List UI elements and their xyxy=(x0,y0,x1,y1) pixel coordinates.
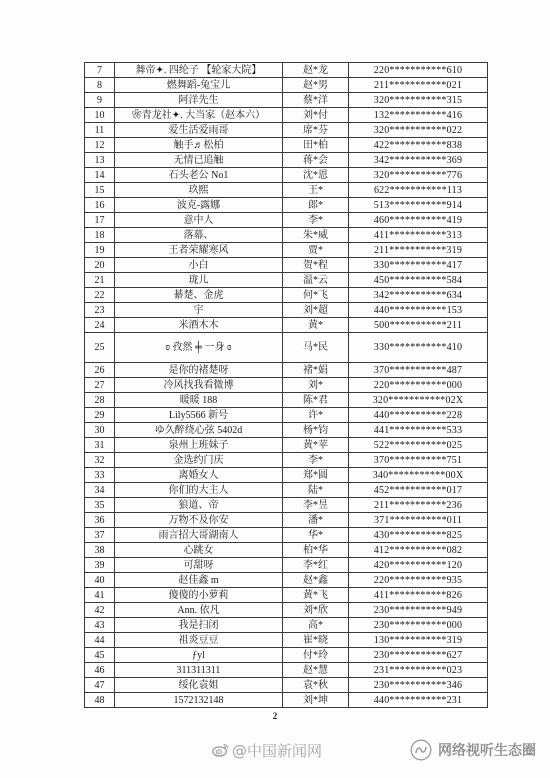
name-cell: 赵*鑫 xyxy=(283,573,349,588)
id-number-cell: 130***********319 xyxy=(349,633,488,648)
table-row xyxy=(85,468,488,483)
name-cell: 陈*君 xyxy=(283,393,349,408)
row-number-cell: 34 xyxy=(85,483,115,498)
name-cell: 郎* xyxy=(283,198,349,213)
table-row xyxy=(85,318,488,333)
id-number-cell: 230***********346 xyxy=(349,678,488,693)
page-number: 2 xyxy=(272,711,278,721)
table-row xyxy=(85,483,488,498)
name-cell: 刘*付 xyxy=(283,108,349,123)
nickname-cell: ゆ久醉绕心弦 5402d xyxy=(115,423,283,438)
table-row xyxy=(85,258,488,273)
nickname-cell: 阿洋先生 xyxy=(115,93,283,108)
row-number-cell: 17 xyxy=(85,213,115,228)
nickname-cell: 是你的褚楚呀 xyxy=(115,363,283,378)
name-cell: 沈*恩 xyxy=(283,168,349,183)
id-number-cell: 320***********02X xyxy=(349,393,488,408)
row-number-cell: 43 xyxy=(85,618,115,633)
id-number-cell: 230***********000 xyxy=(349,618,488,633)
name-cell: 黄*飞 xyxy=(283,588,349,603)
id-number-cell: 450***********584 xyxy=(349,273,488,288)
id-number-cell: 330***********410 xyxy=(349,333,488,363)
member-list-table xyxy=(84,62,488,708)
table-row xyxy=(85,303,488,318)
nickname-cell: 我是扫闭 xyxy=(115,618,283,633)
table-row xyxy=(85,123,488,138)
table-row xyxy=(85,138,488,153)
row-number-cell: 48 xyxy=(85,693,115,708)
name-cell: 李* xyxy=(283,213,349,228)
name-cell: 刘*坤 xyxy=(283,693,349,708)
row-number-cell: 28 xyxy=(85,393,115,408)
name-cell: 蔡*洋 xyxy=(283,93,349,108)
table-row xyxy=(85,108,488,123)
row-number-cell: 23 xyxy=(85,303,115,318)
row-number-cell: 45 xyxy=(85,648,115,663)
id-number-cell: 320***********022 xyxy=(349,123,488,138)
nickname-cell: 珑儿 xyxy=(115,273,283,288)
row-number-cell: 8 xyxy=(85,78,115,93)
name-cell: 杨*钧 xyxy=(283,423,349,438)
table-row xyxy=(85,588,488,603)
nickname-cell: 雨言招大哥湖南人 xyxy=(115,528,283,543)
nickname-cell: 万物不及你安 xyxy=(115,513,283,528)
name-cell: 褚*娟 xyxy=(283,363,349,378)
name-cell: 许* xyxy=(283,408,349,423)
id-number-cell: 230***********949 xyxy=(349,603,488,618)
row-number-cell: 21 xyxy=(85,273,115,288)
table-row xyxy=(85,168,488,183)
name-cell: 付*玲 xyxy=(283,648,349,663)
nickname-cell: 狼道、帝 xyxy=(115,498,283,513)
row-number-cell: 18 xyxy=(85,228,115,243)
row-number-cell: 31 xyxy=(85,438,115,453)
id-number-cell: 211***********021 xyxy=(349,78,488,93)
name-cell: 刘*欣 xyxy=(283,603,349,618)
nickname-cell: 泉州上班妹子 xyxy=(115,438,283,453)
nickname-cell: 宇 xyxy=(115,303,283,318)
row-number-cell: 46 xyxy=(85,663,115,678)
row-number-cell: 9 xyxy=(85,93,115,108)
nickname-cell: Lily5566 新号 xyxy=(115,408,283,423)
nickname-cell: 可甜呀 xyxy=(115,558,283,573)
nickname-cell: 米酒木木 xyxy=(115,318,283,333)
row-number-cell: 15 xyxy=(85,183,115,198)
row-number-cell: 16 xyxy=(85,198,115,213)
watermark-right-text: 网络视听生态圈 xyxy=(438,743,536,759)
table-row xyxy=(85,513,488,528)
name-cell: 郑*圆 xyxy=(283,468,349,483)
name-cell: 贺*程 xyxy=(283,258,349,273)
table-row xyxy=(85,228,488,243)
nickname-cell: 赵佳鑫 m xyxy=(115,573,283,588)
name-cell: 李*昱 xyxy=(283,498,349,513)
nickname-cell: 波克-露娜 xyxy=(115,198,283,213)
table-row xyxy=(85,213,488,228)
table-row xyxy=(85,333,488,363)
nickname-cell: 玖熙 xyxy=(115,183,283,198)
row-number-cell: 44 xyxy=(85,633,115,648)
row-number-cell: 33 xyxy=(85,468,115,483)
name-cell: 温*云 xyxy=(283,273,349,288)
nickname-cell: 1572132148 xyxy=(115,693,283,708)
name-cell: 华* xyxy=(283,528,349,543)
row-number-cell: 27 xyxy=(85,378,115,393)
nickname-cell: 触手♬松柏 xyxy=(115,138,283,153)
table-row xyxy=(85,153,488,168)
row-number-cell: 35 xyxy=(85,498,115,513)
id-number-cell: 522***********025 xyxy=(349,438,488,453)
id-number-cell: 440***********228 xyxy=(349,408,488,423)
id-number-cell: 411***********313 xyxy=(349,228,488,243)
nickname-cell: 心跳女 xyxy=(115,543,283,558)
name-cell: 赵*男 xyxy=(283,78,349,93)
nickname-cell: ❀青龙社✦. 大当家（赵本六） xyxy=(115,108,283,123)
name-cell: 马*民 xyxy=(283,333,349,363)
id-number-cell: 320***********315 xyxy=(349,93,488,108)
table-row xyxy=(85,78,488,93)
nickname-cell: 爱生活爱雨哥 xyxy=(115,123,283,138)
table-row xyxy=(85,648,488,663)
row-number-cell: 26 xyxy=(85,363,115,378)
name-cell: 刘*超 xyxy=(283,303,349,318)
table-row xyxy=(85,558,488,573)
row-number-cell: 19 xyxy=(85,243,115,258)
table-row xyxy=(85,363,488,378)
name-cell: 袁*秋 xyxy=(283,678,349,693)
table-row xyxy=(85,453,488,468)
name-cell: 蒋*会 xyxy=(283,153,349,168)
name-cell: 何*飞 xyxy=(283,288,349,303)
id-number-cell: 230***********627 xyxy=(349,648,488,663)
id-number-cell: 231***********023 xyxy=(349,663,488,678)
name-cell: 席*芬 xyxy=(283,123,349,138)
table-row xyxy=(85,243,488,258)
name-cell: 高* xyxy=(283,618,349,633)
row-number-cell: 47 xyxy=(85,678,115,693)
table-row xyxy=(85,63,488,78)
table-row xyxy=(85,663,488,678)
row-number-cell: 38 xyxy=(85,543,115,558)
id-number-cell: 220***********935 xyxy=(349,573,488,588)
nickname-cell: 311311311 xyxy=(115,663,283,678)
nickname-cell: 祖炎豆豆 xyxy=(115,633,283,648)
row-number-cell: 41 xyxy=(85,588,115,603)
id-number-cell: 412***********082 xyxy=(349,543,488,558)
watermark-source xyxy=(212,740,322,760)
id-number-cell: 342***********634 xyxy=(349,288,488,303)
id-number-cell: 371***********011 xyxy=(349,513,488,528)
nickname-cell: 傻傻的小萝莉 xyxy=(115,588,283,603)
nickname-cell: 离婚女人 xyxy=(115,468,283,483)
nickname-cell: ʚ 孜然 ╪ 一身 ɞ xyxy=(115,333,283,363)
id-number-cell: 211***********236 xyxy=(349,498,488,513)
weibo-icon xyxy=(212,743,229,757)
nickname-cell: 你们的大主人 xyxy=(115,483,283,498)
nickname-cell: ƒyl xyxy=(115,648,283,663)
row-number-cell: 7 xyxy=(85,63,115,78)
name-cell: 贾* xyxy=(283,243,349,258)
table-row xyxy=(85,393,488,408)
row-number-cell: 11 xyxy=(85,123,115,138)
row-number-cell: 32 xyxy=(85,453,115,468)
table-row xyxy=(85,678,488,693)
id-number-cell: 500***********211 xyxy=(349,318,488,333)
name-cell: 刘* xyxy=(283,378,349,393)
id-number-cell: 440***********153 xyxy=(349,303,488,318)
row-number-cell: 36 xyxy=(85,513,115,528)
id-number-cell: 460***********419 xyxy=(349,213,488,228)
id-number-cell: 430***********825 xyxy=(349,528,488,543)
row-number-cell: 39 xyxy=(85,558,115,573)
id-number-cell: 420***********120 xyxy=(349,558,488,573)
id-number-cell: 342***********369 xyxy=(349,153,488,168)
id-number-cell: 220***********000 xyxy=(349,378,488,393)
table-row xyxy=(85,438,488,453)
nickname-cell: 暖暖 188 xyxy=(115,393,283,408)
nickname-cell: 意中人 xyxy=(115,213,283,228)
nickname-cell: Ann. 依凡 xyxy=(115,603,283,618)
id-number-cell: 452***********017 xyxy=(349,483,488,498)
nickname-cell: 绥化袁姐 xyxy=(115,678,283,693)
table-row xyxy=(85,543,488,558)
wechat-channel-logo-icon xyxy=(410,739,432,761)
table-row xyxy=(85,273,488,288)
nickname-cell: 石头老公 No1 xyxy=(115,168,283,183)
name-cell: 黄* xyxy=(283,318,349,333)
name-cell: 王* xyxy=(283,183,349,198)
row-number-cell: 29 xyxy=(85,408,115,423)
table-row xyxy=(85,288,488,303)
table-row xyxy=(85,378,488,393)
table-row xyxy=(85,693,488,708)
table-row xyxy=(85,498,488,513)
id-number-cell: 340***********00X xyxy=(349,468,488,483)
table-row xyxy=(85,603,488,618)
watermark-account xyxy=(410,738,536,762)
name-cell: 崔*晓 xyxy=(283,633,349,648)
id-number-cell: 441***********533 xyxy=(349,423,488,438)
table-row xyxy=(85,528,488,543)
id-number-cell: 220***********610 xyxy=(349,63,488,78)
id-number-cell: 132***********416 xyxy=(349,108,488,123)
name-cell: 黄*苹 xyxy=(283,438,349,453)
id-number-cell: 513***********914 xyxy=(349,198,488,213)
row-number-cell: 14 xyxy=(85,168,115,183)
id-number-cell: 320***********776 xyxy=(349,168,488,183)
id-number-cell: 370***********751 xyxy=(349,453,488,468)
table-row xyxy=(85,198,488,213)
table-row xyxy=(85,618,488,633)
watermark-left-text: @中国新闻网 xyxy=(232,741,323,760)
name-cell: 潘* xyxy=(283,513,349,528)
nickname-cell: 綦楚、金虎 xyxy=(115,288,283,303)
nickname-cell: 王者荣耀寒风 xyxy=(115,243,283,258)
id-number-cell: 440***********231 xyxy=(349,693,488,708)
nickname-cell: 冷风找我看微博 xyxy=(115,378,283,393)
row-number-cell: 12 xyxy=(85,138,115,153)
name-cell: 赵*龙 xyxy=(283,63,349,78)
nickname-cell: 舞帝✦. 四纶子 【轮家大院】 xyxy=(115,63,283,78)
name-cell: 赵*慧 xyxy=(283,663,349,678)
row-number-cell: 30 xyxy=(85,423,115,438)
table-body xyxy=(85,63,488,708)
name-cell: 柏*华 xyxy=(283,543,349,558)
row-number-cell: 24 xyxy=(85,318,115,333)
nickname-cell: 金选约门庆 xyxy=(115,453,283,468)
table-row xyxy=(85,633,488,648)
row-number-cell: 42 xyxy=(85,603,115,618)
table-row xyxy=(85,183,488,198)
table-row xyxy=(85,573,488,588)
row-number-cell: 40 xyxy=(85,573,115,588)
nickname-cell: 燃舞蹈-兔宝儿 xyxy=(115,78,283,93)
row-number-cell: 25 xyxy=(85,333,115,363)
row-number-cell: 13 xyxy=(85,153,115,168)
name-cell: 朱*威 xyxy=(283,228,349,243)
table-row xyxy=(85,423,488,438)
table-row xyxy=(85,408,488,423)
row-number-cell: 22 xyxy=(85,288,115,303)
nickname-cell: 小白 xyxy=(115,258,283,273)
id-number-cell: 422***********838 xyxy=(349,138,488,153)
name-cell: 陆* xyxy=(283,483,349,498)
id-number-cell: 330***********417 xyxy=(349,258,488,273)
id-number-cell: 622***********113 xyxy=(349,183,488,198)
table-row xyxy=(85,93,488,108)
row-number-cell: 10 xyxy=(85,108,115,123)
nickname-cell: 落幕、 xyxy=(115,228,283,243)
name-cell: 田*柏 xyxy=(283,138,349,153)
id-number-cell: 370***********487 xyxy=(349,363,488,378)
row-number-cell: 20 xyxy=(85,258,115,273)
id-number-cell: 411***********826 xyxy=(349,588,488,603)
id-number-cell: 211***********319 xyxy=(349,243,488,258)
row-number-cell: 37 xyxy=(85,528,115,543)
nickname-cell: 无情已追触 xyxy=(115,153,283,168)
name-cell: 李*红 xyxy=(283,558,349,573)
name-cell: 李* xyxy=(283,453,349,468)
